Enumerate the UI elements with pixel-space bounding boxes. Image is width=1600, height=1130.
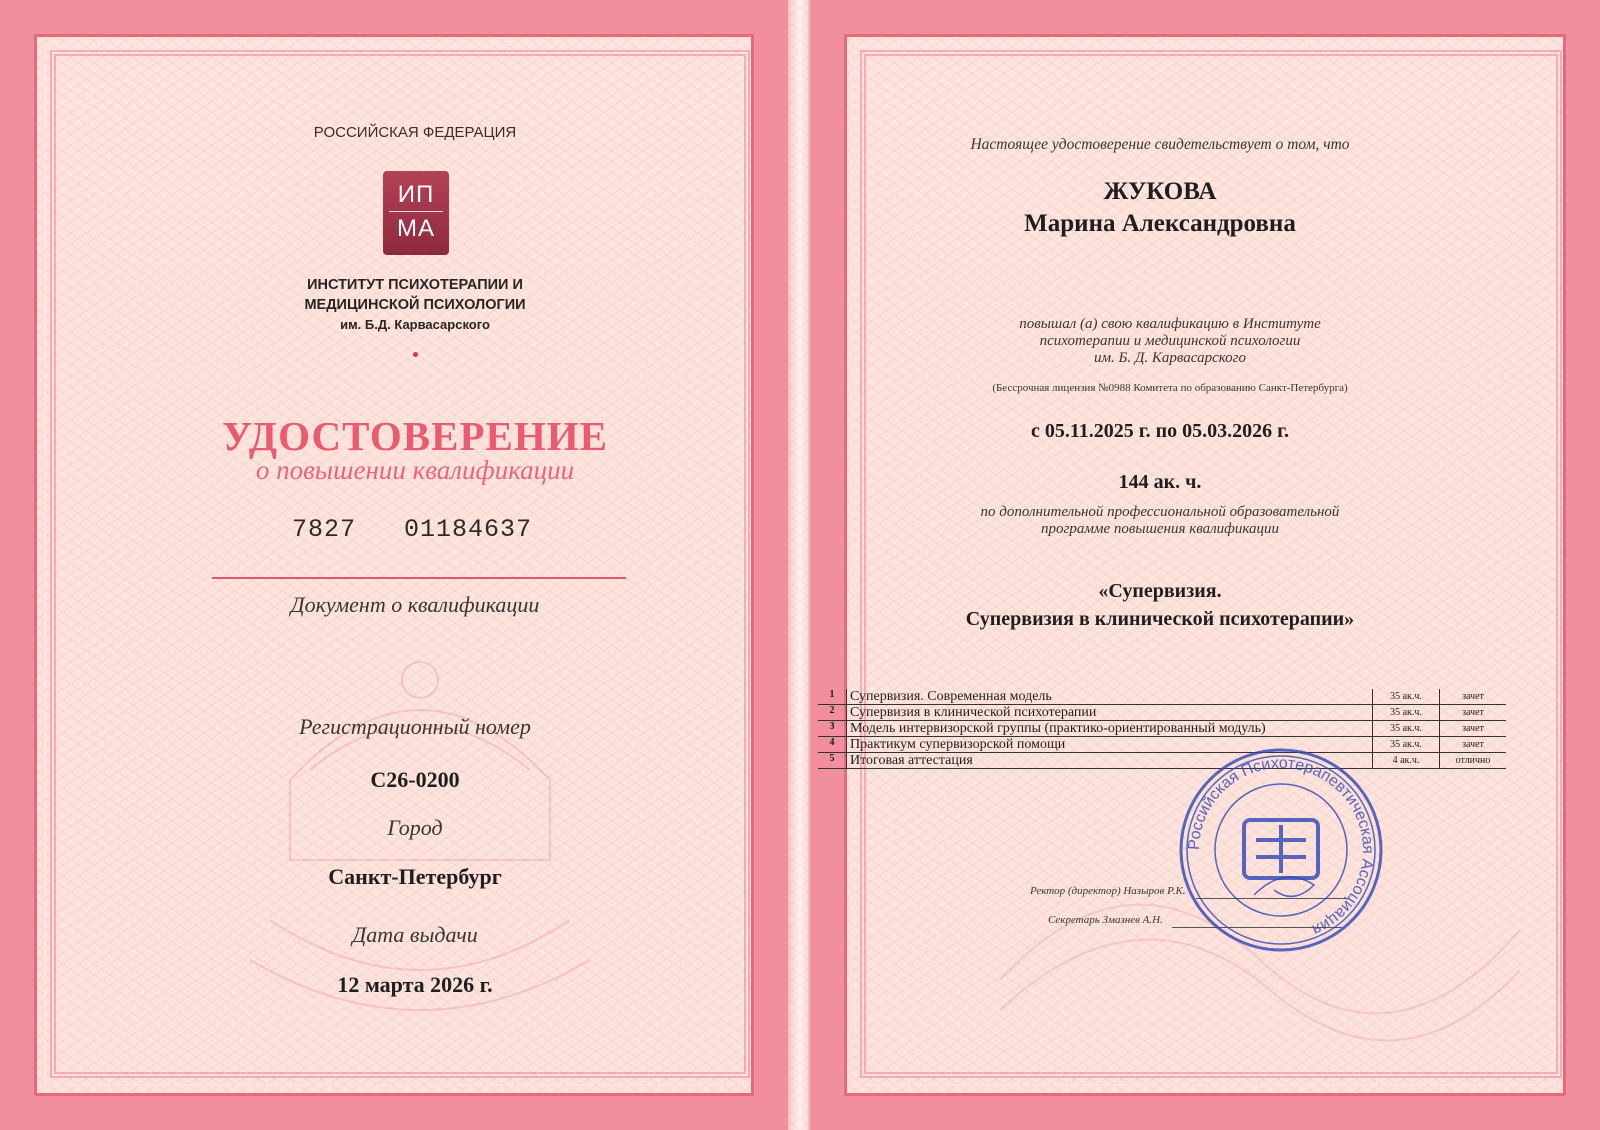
module-number: 4 (818, 737, 847, 753)
city-label: Город (387, 815, 443, 840)
institute-line: МЕДИЦИНСКОЙ ПСИХОЛОГИИ (304, 297, 526, 313)
module-name: Практикум супервизорской помощи (847, 737, 1373, 753)
table-row (818, 705, 1506, 721)
logo-text-top: ИП (397, 181, 435, 208)
module-number: 5 (818, 753, 847, 769)
program-text (880, 504, 1440, 538)
course-title-line: Супервизия в клинической психотерапии» (965, 608, 1355, 630)
program-line: по дополнительной профессиональной образовательной (980, 504, 1340, 520)
study-period: с 05.11.2025 г. по 05.03.2026 г. (1031, 420, 1289, 442)
country-name: РОССИЙСКАЯ ФЕДЕРАЦИЯ (313, 124, 517, 141)
course-title-line: «Супервизия. (1098, 580, 1222, 602)
total-hours: 144 ак. ч. (1118, 471, 1202, 493)
intro-text: Настоящее удостоверение свидетельствует о том, что (970, 136, 1350, 153)
module-name: Модель интервизорской группы (практико-ориентированный модуль) (847, 721, 1373, 737)
module-hours: 35 ак.ч. (1373, 705, 1440, 721)
module-hours: 35 ак.ч. (1373, 689, 1440, 705)
institute-logo (383, 171, 449, 255)
table-row (818, 737, 1506, 753)
table-row (818, 721, 1506, 737)
program-line: программе повышения квалификации (1041, 521, 1279, 537)
institute-name (215, 275, 615, 335)
official-stamp (1176, 745, 1386, 955)
license-text: (Бессрочная лицензия №0988 Комитета по образованию Санкт-Петербурга) (992, 382, 1348, 394)
secretary-signature-label: Секретарь Змазнев А.Н. (1048, 914, 1163, 926)
document-type: Документ о квалификации (290, 592, 540, 617)
rector-signature-label: Ректор (директор) Назыров Р.К. (1030, 885, 1186, 897)
modules-table (818, 689, 1506, 769)
module-result: зачет (1440, 689, 1507, 705)
holder-surname: ЖУКОВА (1103, 178, 1217, 205)
module-name: Итоговая аттестация (847, 753, 1373, 769)
book-spine (790, 0, 810, 1130)
module-name: Супервизия в клинической психотерапии (847, 705, 1373, 721)
module-result: отлично (1440, 753, 1507, 769)
module-hours: 35 ак.ч. (1373, 721, 1440, 737)
reg-number: С26-0200 (370, 767, 460, 792)
course-title (880, 577, 1440, 633)
module-result: зачет (1440, 705, 1507, 721)
table-row (818, 753, 1506, 769)
issue-date-label: Дата выдачи (352, 922, 478, 947)
module-number: 2 (818, 705, 847, 721)
reg-number-label: Регистрационный номер (299, 714, 531, 739)
serial-number: 7827 01184637 (292, 515, 533, 544)
module-result: зачет (1440, 737, 1507, 753)
logo-text-bottom: МА (397, 215, 435, 242)
decorative-dot (413, 352, 418, 357)
qualification-line: им. Б. Д. Карвасарского (1093, 350, 1247, 366)
stamp-text: Российская Психотерапевтическая Ассоциация (1185, 754, 1377, 939)
qualification-text (900, 316, 1440, 367)
module-result: зачет (1440, 721, 1507, 737)
module-hours: 4 ак.ч. (1373, 753, 1440, 769)
issue-date: 12 марта 2026 г. (337, 972, 493, 997)
logo-divider (389, 211, 443, 212)
document-subtitle: о повышении квалификации (255, 455, 575, 485)
module-number: 1 (818, 689, 847, 705)
divider-line (212, 577, 626, 579)
module-number: 3 (818, 721, 847, 737)
table-row (818, 689, 1506, 705)
holder-name: Марина Александровна (1024, 210, 1296, 237)
institute-line: ИНСТИТУТ ПСИХОТЕРАПИИ И (307, 277, 523, 293)
city: Санкт-Петербург (328, 864, 502, 889)
module-name: Супервизия. Современная модель (847, 689, 1373, 705)
qualification-line: повышал (а) свою квалификацию в Институте (1019, 316, 1321, 332)
institute-line: им. Б.Д. Карвасарского (340, 317, 490, 332)
module-hours: 35 ак.ч. (1373, 737, 1440, 753)
qualification-line: психотерапии и медицинской психологии (1039, 333, 1301, 349)
document-title: УДОСТОВЕРЕНИЕ (221, 413, 609, 459)
